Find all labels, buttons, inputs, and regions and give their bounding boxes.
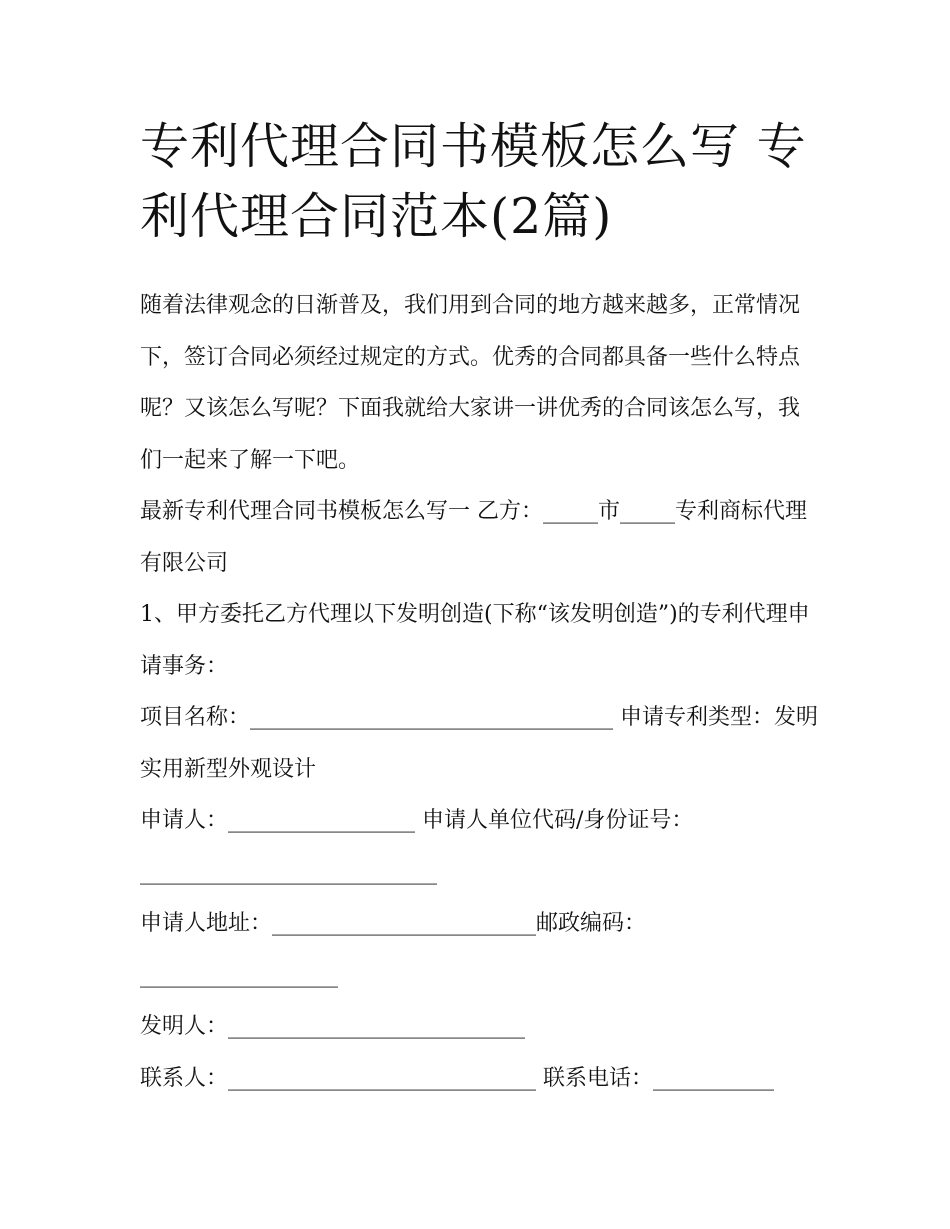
clause-1: 1、甲方委托乙方代理以下发明创造(下称“该发明创造”)的专利代理申请事务： bbox=[140, 602, 810, 679]
field-contact: 联系人：____________________________ 联系电话：___________ bbox=[140, 1065, 774, 1091]
field-project-name: 项目名称：_________________________________ 申请专利类型：发明 实用新型外观设计 bbox=[140, 705, 818, 782]
section-heading: 最新专利代理合同书模板怎么写一 乙方：_____市_____专利商标代理有限公司 bbox=[140, 499, 807, 576]
field-applicant: 申请人：_________________ 申请人单位代码/身份证号：___________________________ bbox=[140, 808, 694, 885]
document-body bbox=[140, 280, 820, 1104]
field-applicant-address: 申请人地址：________________________邮政编码：__________________ bbox=[140, 911, 647, 988]
intro-paragraph: 随着法律观念的日渐普及，我们用到合同的地方越来越多，正常情况下，签订合同必须经过规定的方式。优秀的合同都具备一些什么特点呢？又该怎么写呢？下面我就给大家讲一讲优秀的合同该怎么写，我们一起来了解一下吧。 bbox=[140, 293, 801, 473]
field-inventor: 发明人：___________________________ bbox=[140, 1014, 526, 1039]
document-title: 专利代理合同书模板怎么写 专利代理合同范本(2篇) bbox=[140, 118, 807, 245]
